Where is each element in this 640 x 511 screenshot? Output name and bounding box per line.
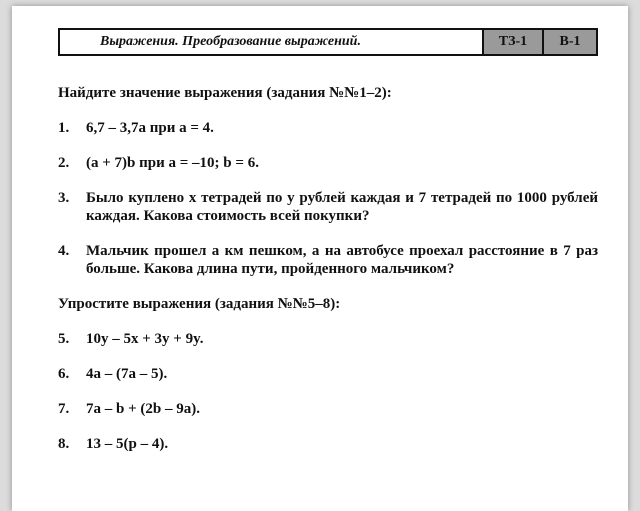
task-item (58, 189, 598, 225)
task-item (58, 119, 598, 137)
section-heading-evaluate: Найдите значение выражения (задания №№1–2): (58, 85, 392, 101)
worksheet-header (58, 28, 598, 56)
task-item (58, 400, 598, 418)
task-text: Было куплено x тетрадей по y рублей каждая и 7 тетрадей по 1000 рублей каждая. Какова стоимость всей покупки? (86, 190, 598, 224)
task-number: 1. (58, 120, 70, 136)
task-item (58, 365, 598, 383)
task-number: 3. (58, 190, 70, 206)
task-text: (a + 7)b при a = –10; b = 6. (86, 155, 259, 171)
task-text: 6,7 – 3,7a при a = 4. (86, 120, 214, 136)
test-code-tag: ТЗ-1 (482, 30, 542, 54)
task-item (58, 154, 598, 172)
section-heading-simplify: Упростите выражения (задания №№5–8): (58, 296, 341, 312)
task-text: 10y – 5x + 3y + 9y. (86, 331, 204, 347)
task-text: Мальчик прошел a км пешком, а на автобусе проехал расстояние в 7 раз больше. Какова длина пути, пройденного мальчиком? (86, 243, 598, 277)
task-number: 8. (58, 436, 70, 452)
task-text: 4a – (7a – 5). (86, 366, 168, 382)
task-item (58, 242, 598, 278)
header-title: Выражения. Преобразование выражений. (100, 34, 361, 49)
variant-tag: В-1 (542, 30, 596, 54)
worksheet-content (58, 84, 598, 453)
task-text: 7a – b + (2b – 9a). (86, 401, 200, 417)
task-number: 7. (58, 401, 70, 417)
task-item (58, 435, 598, 453)
worksheet-page (12, 6, 628, 511)
task-item (58, 330, 598, 348)
task-number: 2. (58, 155, 70, 171)
task-number: 4. (58, 243, 70, 259)
task-text: 13 – 5(p – 4). (86, 436, 169, 452)
task-number: 6. (58, 366, 70, 382)
task-number: 5. (58, 331, 70, 347)
